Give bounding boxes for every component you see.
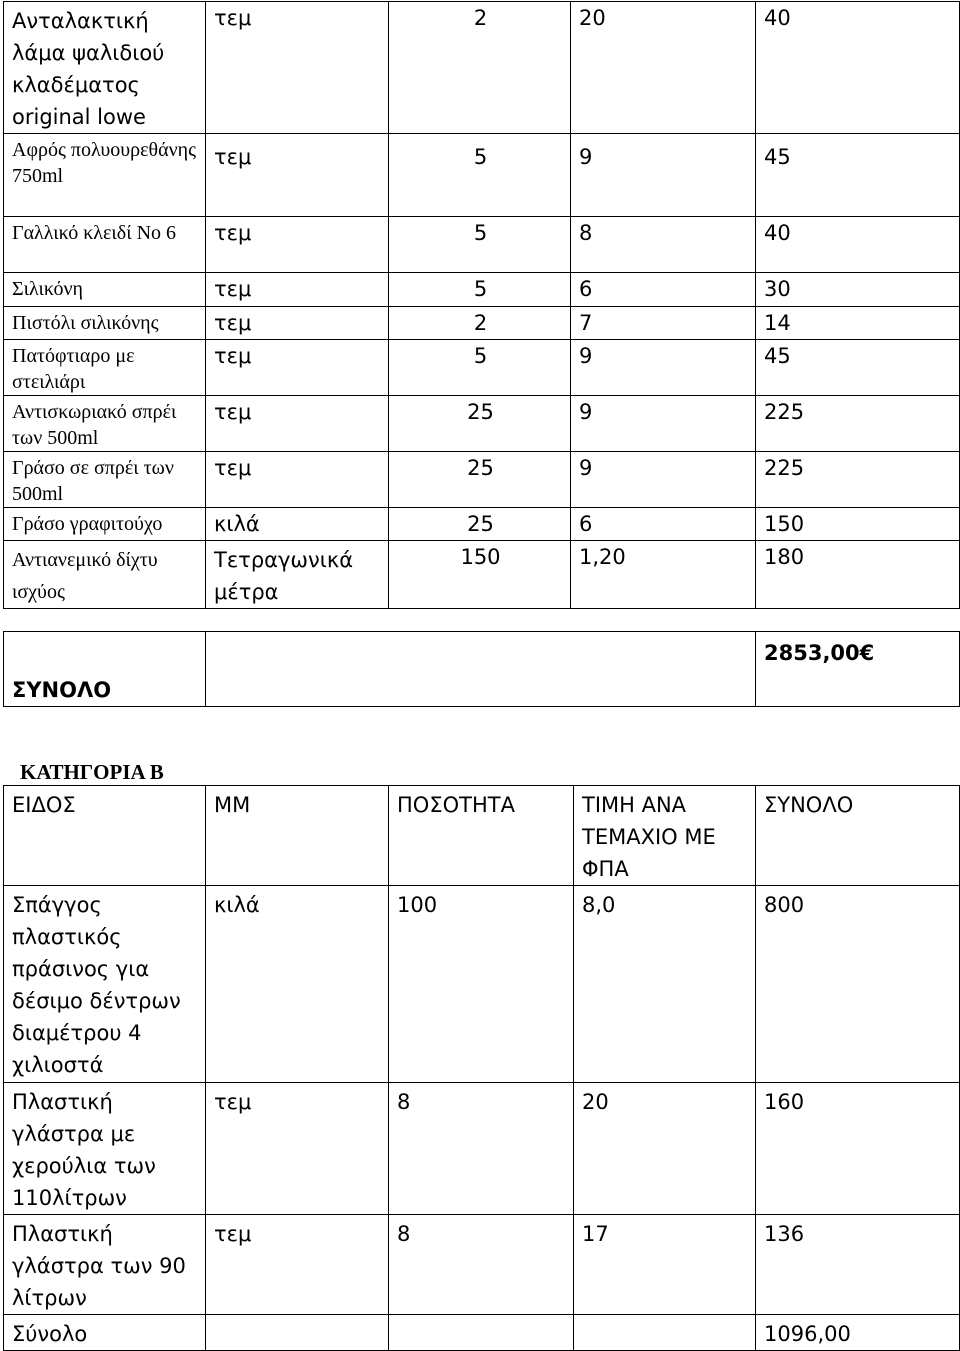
table-row — [4, 1083, 960, 1215]
unit: τεμ — [206, 2, 389, 134]
unit: τεμ — [206, 217, 389, 273]
line-total: 45 — [756, 340, 960, 396]
item-name: Σιλικόνη — [4, 273, 206, 307]
unit-price: 20 — [574, 1083, 756, 1215]
header-row — [4, 786, 960, 886]
unit: κιλά — [206, 508, 389, 541]
item-name: Γράσο γραφιτούχο — [4, 508, 206, 541]
item-name: Αντισκωριακό σπρέι των 500ml — [4, 396, 206, 452]
total-label: Σύνολο — [4, 1315, 206, 1351]
unit: τεμ — [206, 452, 389, 508]
quantity: 5 — [389, 273, 571, 307]
quantity: 8 — [389, 1083, 574, 1215]
unit-price: 20 — [571, 2, 756, 134]
table-row — [4, 541, 960, 609]
item-name: Σπάγγος πλαστικός πράσινος για δέσιμο δέντρων διαμέτρου 4 χιλιοστά — [4, 886, 206, 1083]
table-row — [4, 452, 960, 508]
table-row — [4, 508, 960, 541]
quantity: 25 — [389, 508, 571, 541]
table-row — [4, 217, 960, 273]
category-b-table — [3, 785, 960, 1351]
quantity: 5 — [389, 340, 571, 396]
line-total: 45 — [756, 134, 960, 217]
item-name: Πλαστική γλάστρα με χερούλια των 110λίτρων — [4, 1083, 206, 1215]
table-row — [4, 340, 960, 396]
unit: τεμ — [206, 1083, 389, 1215]
quantity: 2 — [389, 2, 571, 134]
table-row — [4, 396, 960, 452]
quantity: 5 — [389, 217, 571, 273]
empty-cell — [206, 1315, 389, 1351]
item-name: Ανταλακτική λάμα ψαλιδιού κλαδέματος original lowe — [4, 2, 206, 134]
item-name: Πιστόλι σιλικόνης — [4, 307, 206, 340]
line-total: 160 — [756, 1083, 960, 1215]
unit-price: 9 — [571, 134, 756, 217]
summary-label: ΣΥΝΟΛΟ — [4, 632, 206, 707]
unit: τεμ — [206, 273, 389, 307]
quantity: 150 — [389, 541, 571, 609]
unit-price: 7 — [571, 307, 756, 340]
empty-cell — [574, 1315, 756, 1351]
unit-price: 6 — [571, 273, 756, 307]
unit: κιλά — [206, 886, 389, 1083]
line-total: 14 — [756, 307, 960, 340]
summary-row — [4, 632, 960, 707]
unit: Τετραγωνικά μέτρα — [206, 541, 389, 609]
unit: τεμ — [206, 396, 389, 452]
column-header-total: ΣΥΝΟΛΟ — [756, 786, 960, 886]
unit-price: 8,0 — [574, 886, 756, 1083]
table-row — [4, 886, 960, 1083]
line-total: 40 — [756, 217, 960, 273]
summary-spacer — [206, 632, 756, 707]
summary-value: 2853,00€ — [756, 632, 960, 707]
quantity: 5 — [389, 134, 571, 217]
unit: τεμ — [206, 1215, 389, 1315]
table-row — [4, 134, 960, 217]
unit: τεμ — [206, 134, 389, 217]
table-row — [4, 273, 960, 307]
unit-price: 9 — [571, 452, 756, 508]
total-row — [4, 1315, 960, 1351]
total-value: 1096,00 — [756, 1315, 960, 1351]
column-header-quantity: ΠΟΣΟΤΗΤΑ — [389, 786, 574, 886]
quantity: 100 — [389, 886, 574, 1083]
unit-price: 17 — [574, 1215, 756, 1315]
line-total: 40 — [756, 2, 960, 134]
item-name: Γράσο σε σπρέι των 500ml — [4, 452, 206, 508]
table-row — [4, 2, 960, 134]
quantity: 8 — [389, 1215, 574, 1315]
column-header-unit: ΜΜ — [206, 786, 389, 886]
category-title: ΚΑΤΗΓΟΡΙΑ Β — [20, 760, 164, 784]
unit: τεμ — [206, 307, 389, 340]
line-total: 136 — [756, 1215, 960, 1315]
unit-price: 8 — [571, 217, 756, 273]
unit: τεμ — [206, 340, 389, 396]
item-name: Γαλλικό κλειδί Νο 6 — [4, 217, 206, 273]
empty-cell — [389, 1315, 574, 1351]
quantity: 2 — [389, 307, 571, 340]
table-row — [4, 1215, 960, 1315]
line-total: 225 — [756, 452, 960, 508]
unit-price: 1,20 — [571, 541, 756, 609]
item-name: Πατόφτιαρο με στειλιάρι — [4, 340, 206, 396]
line-total: 150 — [756, 508, 960, 541]
item-name: Πλαστική γλάστρα των 90 λίτρων — [4, 1215, 206, 1315]
item-name: Αντιανεμικό δίχτυ ισχύος — [4, 541, 206, 609]
column-header-unit-price: ΤΙΜΗ ΑΝΑ ΤΕΜΑΧΙΟ ΜΕ ΦΠΑ — [574, 786, 756, 886]
quantity: 25 — [389, 452, 571, 508]
line-total: 225 — [756, 396, 960, 452]
unit-price: 9 — [571, 340, 756, 396]
column-header-item: ΕΙΔΟΣ — [4, 786, 206, 886]
table-row — [4, 307, 960, 340]
item-name: Αφρός πολυουρεθάνης 750ml — [4, 134, 206, 217]
quantity: 25 — [389, 396, 571, 452]
category-a-summary — [3, 631, 960, 707]
category-a-table — [3, 1, 960, 609]
line-total: 180 — [756, 541, 960, 609]
unit-price: 9 — [571, 396, 756, 452]
unit-price: 6 — [571, 508, 756, 541]
line-total: 30 — [756, 273, 960, 307]
line-total: 800 — [756, 886, 960, 1083]
